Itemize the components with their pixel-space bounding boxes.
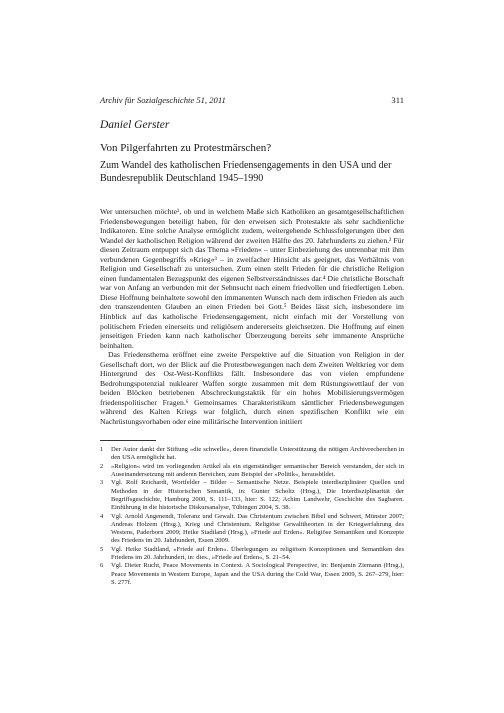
- body-paragraph-2: Das Friedensthema eröffnet eine zweite Perspektive auf die Situation von Religion in der Gesellschaft dort, wo der Blick auf die Protestbewegungen nach dem Zweiten Weltkrieg vor dem Hintergrund des Ost-West-Konflikts fällt. Insbesondere das von vielen empfundene Bedrohungspotenzial nuklearer Waffen sorgte zusammen mit dem Rüstungswettlauf der von beiden Blöcken betriebenen Abschreckungstaktik für ein hohes Mobilisierungsvermögen friedenspolitischer Fragen.⁶ Gemeinsames Charakteristikum sämtlicher Friedensbewegungen während des Kalten Kriegs war folglich, durch einen spezifischen Konflikt wie ein Nachrüstungsvorhaben oder eine militärische Intervention initiiert: [100, 350, 404, 427]
- footnote-text: Vgl. Dieter Rucht, Peace Movements in Context. A Sociological Perspective, in: Benjamin Ziemann (Hrsg.), Peace Movements in Western Europe, Japan and the USA during the Cold War, Essen 2009, S. 267–279, hier: S. 277f.: [111, 562, 404, 586]
- footnote-text: Vgl. Arnold Angenendt, Toleranz und Gewalt. Das Christentum zwischen Bibel und Schwert, Münster 2007; Andreas Holzem (Hrsg.), Krieg und Christentum. Religiöse Gewalttheorien in der Kriegserfahrung des Westens, Paderborn 2009; Heike Stadtland (Hrsg.), »Friede auf Erden«. Religiöse Semantiken und Konzepte des Friedens im 20. Jahrhundert, Essen 2009.: [111, 512, 404, 545]
- footnote-text: Vgl. Heike Stadtland, »Friede auf Erden«. Überlegungen zu religiösen Konzeptionen und Semantiken des Friedens im 20. Jahrhundert, in: dies., »Friede auf Erden«, S. 21–54.: [111, 545, 404, 561]
- footnote: [100, 479, 404, 512]
- footnote-separator: [100, 440, 156, 441]
- footnote: [100, 562, 404, 587]
- page-number: 311: [391, 95, 404, 105]
- footnote: [100, 513, 404, 546]
- running-header: [100, 95, 404, 105]
- footnote-text: Vgl. Rolf Reichardt, Wortfelder – Bilder – Semantische Netze. Beispiele interdisziplinärer Quellen und Methoden in der Historischen Semantik, in: Gunter Scholtz (Hrsg.), Die Interdisziplinarität der Begriffsgeschichte, Hamburg 2000, S. 111–133, hier: S. 122; Achim Landwehr, Geschichte des Sagbaren. Einführung in die historische Diskursanalyse, Tübingen 2004, S. 38.: [111, 479, 404, 512]
- footnote: [100, 546, 404, 563]
- footnote: [100, 446, 404, 463]
- article-body: [100, 207, 404, 427]
- article-subtitle: Zum Wandel des katholischen Friedensengagements in den USA und der Bundesrepublik Deutschland 1945–1990: [100, 160, 392, 184]
- footnote-text: Der Autor dankt der Stiftung »die schwelle«, deren finanzielle Unterstützung die nötigen Archivrecherchen in den USA ermöglicht hat.: [111, 446, 404, 462]
- body-paragraph-1: Wer untersuchen möchte¹, ob und in welchem Maße sich Katholiken an gesamtgesellschaftlichen Friedensbewegungen beteiligt haben, für den erweisen sich Protestakte als sehr sachdienliche Indikatoren. Eine solche Analyse ermöglicht zudem, weitergehende Schlussfolgerungen über den Wandel der katholischen Religion während der zweiten Hälfte des 20. Jahrhunderts zu ziehen.² Für diesen Zeitraum entpuppt sich das Thema »Frieden« – unter Einbeziehung des untrennbar mit ihm verbundenen Gegenbegriffs »Krieg«³ – in zweifacher Hinsicht als geeignet, das Verhältnis von Religion und Gesellschaft zu untersuchen. Zum einen stellt Frieden für die christliche Religion einen fundamentalen Bezugspunkt des eigenen Selbstverständnisses dar.⁴ Die christliche Botschaft war von Anfang an verbunden mit der Sehnsucht nach einem friedvollen und friedfertigen Leben. Diese Hoffnung beinhaltete sowohl den immanenten Wunsch nach dem irdischen Frieden als auch den transzendenten Glauben an einen Frieden bei Gott.⁵ Beides lässt sich, insbesondere im Hinblick auf das katholische Friedensengagement, nicht einfach mit der Vorstellung von politischem Frieden einerseits und religiösem andererseits gleichsetzen. Die Hoffnung auf einen jenseitigen Frieden kann nach katholischer Überzeugung bereits sehr immanente Ansprüche beinhalten.: [100, 207, 404, 350]
- footnotes: [100, 446, 404, 587]
- footnote: [100, 463, 404, 480]
- footnote-number: 4: [100, 512, 104, 520]
- article-title: Von Pilgerfahrten zu Protestmärschen?: [100, 142, 272, 154]
- footnote-number: 1: [100, 446, 104, 453]
- footnote-text: »Religion« wird im vorliegenden Artikel als ein eigenständiger semantischer Bereich verstanden, der sich in Auseinandersetzung mit anderen Bereichen, zum Beispiel der »Politik«, herausbildet.: [111, 462, 404, 478]
- footnote-number: 3: [100, 479, 104, 487]
- journal-title: Archiv für Sozialgeschichte 51, 2011: [100, 95, 226, 105]
- footnote-number: 2: [100, 462, 104, 470]
- footnote-number: 5: [100, 545, 104, 553]
- footnote-number: 6: [100, 562, 104, 570]
- author-name: Daniel Gerster: [100, 119, 170, 131]
